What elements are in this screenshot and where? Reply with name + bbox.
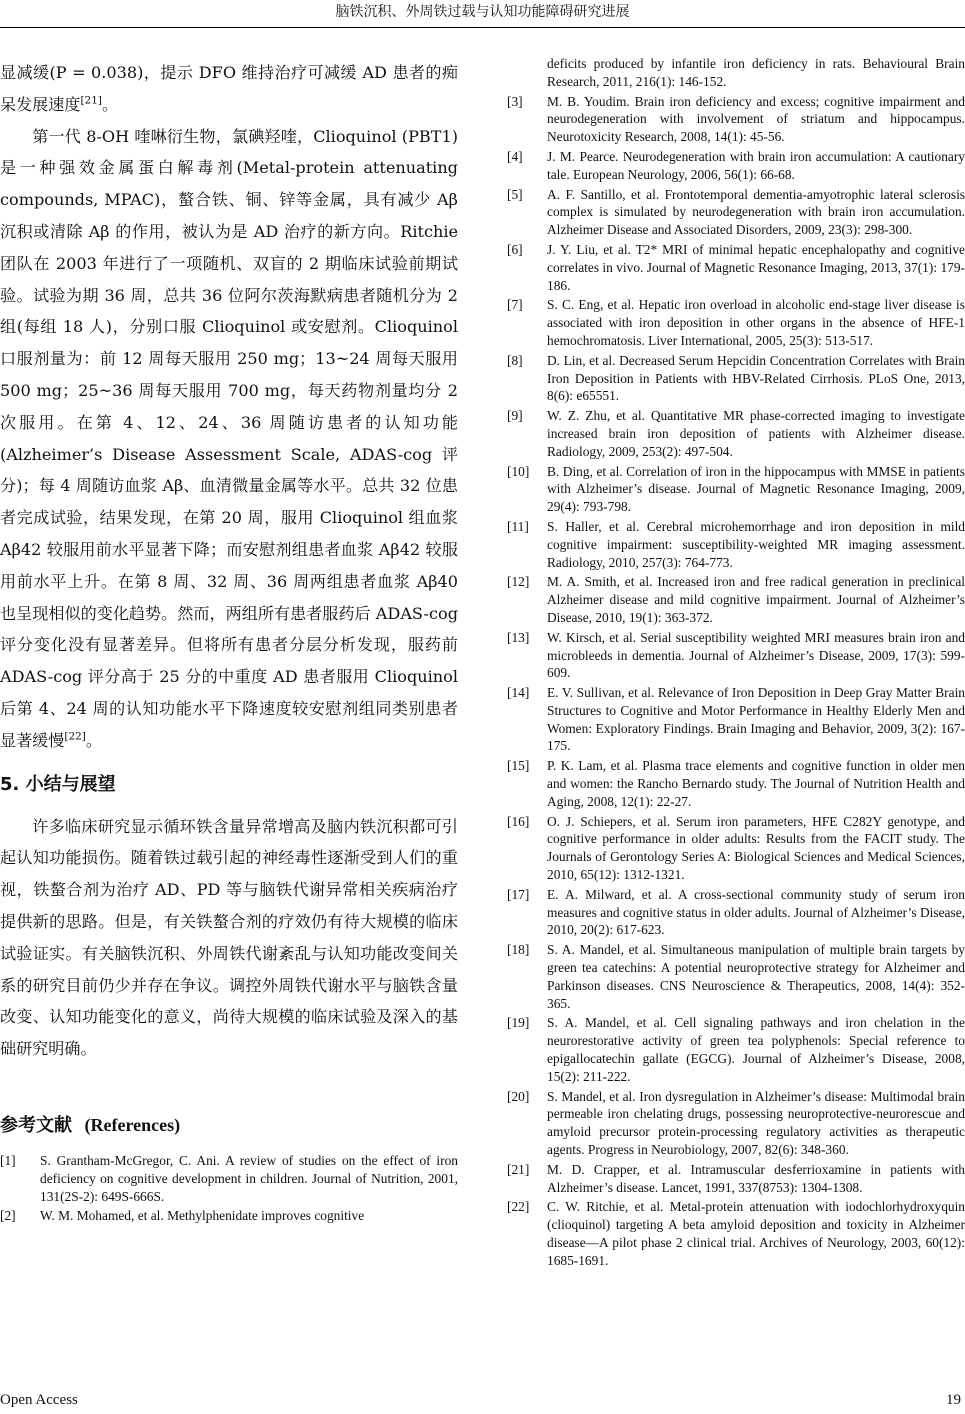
reference-number: [15] [507, 758, 530, 774]
reference-continuation [507, 55, 965, 91]
reference-number: [4] [507, 148, 523, 164]
reference-item [507, 1161, 965, 1197]
reference-number: [5] [507, 186, 523, 202]
reference-item [0, 1152, 458, 1205]
header-rule [0, 27, 965, 28]
reference-item [507, 296, 965, 349]
reference-number: [1] [0, 1152, 16, 1168]
reference-number: [21] [507, 1161, 530, 1177]
reference-2-continuation: deficits produced by infantile iron deficiency in rats. Behavioural Brain Research, 2011, 216(1): 146-152. [547, 56, 965, 89]
reference-text: A. F. Santillo, et al. Frontotemporal dementia-amyotrophic lateral sclerosis complex is simulated by neurodegeneration with brain iron accumulation. Alzheimer Disease and Associated Disorders, 2009, 23(3): 298-300. [547, 186, 965, 238]
reference-item [507, 148, 965, 184]
page-number: 19 [946, 1392, 961, 1408]
reference-number: [14] [507, 685, 530, 701]
reference-number: [12] [507, 574, 530, 590]
reference-item [507, 886, 965, 939]
reference-number: [2] [0, 1208, 16, 1224]
reference-text: S. A. Mandel, et al. Cell signaling pathways and iron chelation in the neurorestorative activity of green tea polyphenols: Special reference to epigallocatechin gallate (EGCG). Journal of Alzheimer’s Disease, 2008, 15(2): 211-222. [547, 1015, 965, 1084]
reference-text: O. J. Schiepers, et al. Serum iron parameters, HFE C282Y genotype, and cognitive performance in older adults: Results from the FACIT study. The Journals of Gerontology Series A: Biological Sciences and Medical Sciences, 2010, 65(12): 1312-1321. [547, 813, 965, 883]
reference-text: C. W. Ritchie, et al. Metal-protein attenuation with iodochlorhydroxyquin (clioquinol) targeting A beta amyloid deposition and toxicity in Alzheimer disease—A pilot phase 2 clinical trial. Archives of Neurology, 2003, 60(12): 1685-1691. [547, 1199, 965, 1268]
reference-number: [8] [507, 352, 523, 368]
reference-text: S. Grantham-McGregor, C. Ani. A review of studies on the effect of iron deficiency on cognitive development in children. Journal of Nutrition, 2001, 131(2S-2): 649S-666S. [40, 1152, 458, 1204]
reference-item [507, 407, 965, 460]
paragraph-2-tail: 。 [85, 730, 102, 750]
reference-text: S. Mandel, et al. Iron dysregulation in Alzheimer’s disease: Multimodal brain permeable iron chelating drugs, possessing neuroprotective-neurorescue and amyloid precursor protein-processing regulatory activities as therapeutic agents. Progress in Neurobiology, 2007, 82(6): 348-360. [547, 1088, 965, 1158]
reference-item [507, 757, 965, 810]
reference-text: W. M. Mohamed, et al. Methylphenidate improves cognitive [40, 1208, 365, 1224]
reference-text: J. M. Pearce. Neurodegeneration with brain iron accumulation: A cautionary tale. European Neurology, 2006, 56(1): 66-68. [547, 148, 965, 182]
reference-number: [16] [507, 813, 530, 829]
reference-text: P. K. Lam, et al. Plasma trace elements and cognitive function in older men and women: the Rancho Bernardo study. The Journal of Nutrition Health and Aging, 2008, 12(1): 22-27. [547, 758, 965, 809]
reference-number: [7] [507, 297, 523, 313]
paragraph-1-text: 显减缓(P = 0.038)，提示 DFO 维持治疗可减缓 AD 患者的痴呆发展速度 [0, 63, 458, 114]
reference-item [507, 941, 965, 1012]
reference-number: [11] [507, 518, 529, 534]
paragraph-2 [0, 121, 458, 757]
reference-number: [20] [507, 1088, 530, 1104]
reference-item [507, 241, 965, 294]
reference-item [507, 1198, 965, 1269]
reference-number: [3] [507, 93, 523, 109]
reference-item [507, 352, 965, 405]
citation-22[interactable]: [22] [64, 730, 86, 743]
section-5-paragraph: 许多临床研究显示循环铁含量异常增高及脑内铁沉积都可引起认知功能损伤。随着铁过载引起的神经毒性逐渐受到人们的重视，铁螯合剂为治疗 AD、PD 等与脑铁代谢异常相关疾病治疗提供新的思路。但是，有关铁螯合剂的疗效仍有待大规模的临床试验证实。有关脑铁沉积、外周铁代谢紊乱与认知功能改变间关系的研究目前仍少并存在争议。调控外周铁代谢水平与脑铁含量改变、认知功能变化的意义，尚待大规模的临床试验及深入的基础研究明确。 [0, 816, 458, 1059]
reference-text: S. Haller, et al. Cerebral microhemorrhage and iron deposition in mild cognitive impairment: susceptibility-weighted MR imaging assessment. Radiology, 2010, 257(3): 764-773. [547, 518, 965, 570]
reference-text: J. Y. Liu, et al. T2* MRI of minimal hepatic encephalopathy and cognitive correlates in vivo. Journal of Magnetic Resonance Imaging, 2013, 37(1): 179-186. [547, 241, 965, 293]
reference-text: B. Ding, et al. Correlation of iron in the hippocampus with MMSE in patients with Alzheimer’s disease. Journal of Magnetic Resonance Imaging, 2009, 29(4): 793-798. [547, 463, 965, 515]
reference-text: M. B. Youdim. Brain iron deficiency and excess; cognitive impairment and neurodegeneration with involvement of striatum and hippocampus. Neurotoxicity Research, 2008, 14(1): 45-56. [547, 93, 965, 145]
reference-text: S. C. Eng, et al. Hepatic iron overload in alcoholic end-stage liver disease is associated with iron deposition in other organs in the absence of HFE-1 hemochromatosis. Liver International, 2005, 25(3): 513-517. [547, 297, 965, 348]
reference-item [507, 629, 965, 682]
section-5-title: 5. 小结与展望 [0, 773, 116, 795]
paragraph-1-tail: 。 [101, 94, 119, 114]
reference-item [507, 813, 965, 884]
citation-21[interactable]: [21] [80, 94, 102, 107]
references-title-en: (References) [84, 1114, 181, 1135]
reference-number: [18] [507, 942, 530, 958]
reference-number: [6] [507, 241, 523, 257]
references-title-cn: 参考文献 [0, 1114, 72, 1136]
reference-text: S. A. Mandel, et al. Simultaneous manipulation of multiple brain targets by green tea catechins: A potential neuroprotective strategy for Alzheimer and Parkinson diseases. CNS Neuroscience & Therapeutics, 2008, 14(4): 352-365. [547, 942, 965, 1011]
reference-text: W. Kirsch, et al. Serial susceptibility weighted MRI measures brain iron and microbleeds in dementia. Journal of Alzheimer’s Disease, 2009, 17(3): 599-609. [547, 629, 965, 681]
reference-text: M. D. Crapper, et al. Intramuscular desferrioxamine in patients with Alzheimer’s disease. Lancet, 1991, 337(8753): 1304-1308. [547, 1161, 965, 1195]
reference-number: [9] [507, 408, 523, 424]
paragraph-2-text: 第一代 8-OH 喹啉衍生物，氯碘羟喹，Clioquinol (PBT1)是一种强效金属蛋白解毒剂(Metal-protein attenuating compounds, MPAC)，螯合铁、铜、锌等金属，具有减少 Aβ 沉积或清除 Aβ 的作用，被认为是 AD 治疗的新方向。Ritchie 团队在 2003 年进行了一项随机、双盲的 2 期临床试验前期试验。试验为期 36 周，总共 36 位阿尔茨海默病患者随机分为 2 组(每组 18 人)，分别口服 Clioquinol 或安慰剂。Clioquinol 口服剂量为：前 12 周每天服用 250 mg；13~24 周每天服用 500 mg；25~36 周每天服用 700 mg，每天药物剂量均分 2 次服用。在第 4、12、24、36 周随访患者的认知功能(Alzheimer’s Disease Assessment Scale, ADAS-cog 评分)；每 4 周随访血浆 Aβ、血清微量金属等水平。总共 32 位患者完成试验，结果发现，在第 20 周，服用 Clioquinol 组血浆 Aβ42 较服用前水平显著下降；而安慰剂组患者血浆 Aβ42 较服用前水平上升。在第 8 周、32 周、36 周两组患者血浆 Aβ40 也呈现相似的变化趋势。然而，两组所有患者服药后 ADAS-cog 评分变化没有显著差异。但将所有患者分层分析发现，服药前 ADAS-cog 评分高于 25 分的中重度 AD 患者服用 Clioquinol 后第 4、24 周的认知功能水平下降速度较安慰剂组同类别患者显著缓慢 [0, 126, 458, 750]
reference-number: [10] [507, 463, 530, 479]
reference-item [507, 573, 965, 626]
running-header: 脑铁沉积、外周铁过载与认知功能障碍研究进展 [335, 4, 630, 20]
left-column [0, 57, 458, 1227]
paragraph-1 [0, 57, 458, 121]
reference-item [507, 93, 965, 146]
reference-list [507, 93, 965, 1270]
reference-item [507, 186, 965, 239]
reference-number: [13] [507, 629, 530, 645]
reference-text: E. A. Milward, et al. A cross-sectional community study of serum iron measures and cognitive status in older adults. Journal of Alzheimer’s Disease, 2010, 20(2): 617-623. [547, 886, 965, 938]
references-title [0, 1109, 458, 1142]
reference-item [507, 1088, 965, 1159]
footer-open-access: Open Access [0, 1392, 78, 1408]
reference-number: [22] [507, 1199, 530, 1215]
reference-text: M. A. Smith, et al. Increased iron and free radical generation in preclinical Alzheimer disease and mild cognitive impairment. Journal of Alzheimer’s Disease, 2010, 19(1): 363-372. [547, 574, 965, 625]
reference-item [507, 1014, 965, 1085]
reference-number: [17] [507, 886, 530, 902]
right-column [507, 55, 965, 1272]
reference-item [507, 463, 965, 516]
reference-text: W. Z. Zhu, et al. Quantitative MR phase-corrected imaging to investigate increased brain iron deposition of patients with Alzheimer disease. Radiology, 2009, 253(2): 497-504. [547, 408, 965, 459]
reference-item [507, 518, 965, 571]
reference-number: [19] [507, 1015, 530, 1031]
reference-item [507, 684, 965, 755]
reference-item [0, 1207, 458, 1225]
reference-text: E. V. Sullivan, et al. Relevance of Iron Deposition in Deep Gray Matter Brain Structures to Cognitive and Motor Performance in Healthy Elderly Men and Women: Exploratory Findings. Brain Imaging and Behavior, 2009, 3(2): 167-175. [547, 685, 965, 754]
reference-text: D. Lin, et al. Decreased Serum Hepcidin Concentration Correlates with Brain Iron Deposition in Patients with HBV-Related Cirrhosis. PLoS One, 2013, 8(6): e65551. [547, 352, 965, 404]
